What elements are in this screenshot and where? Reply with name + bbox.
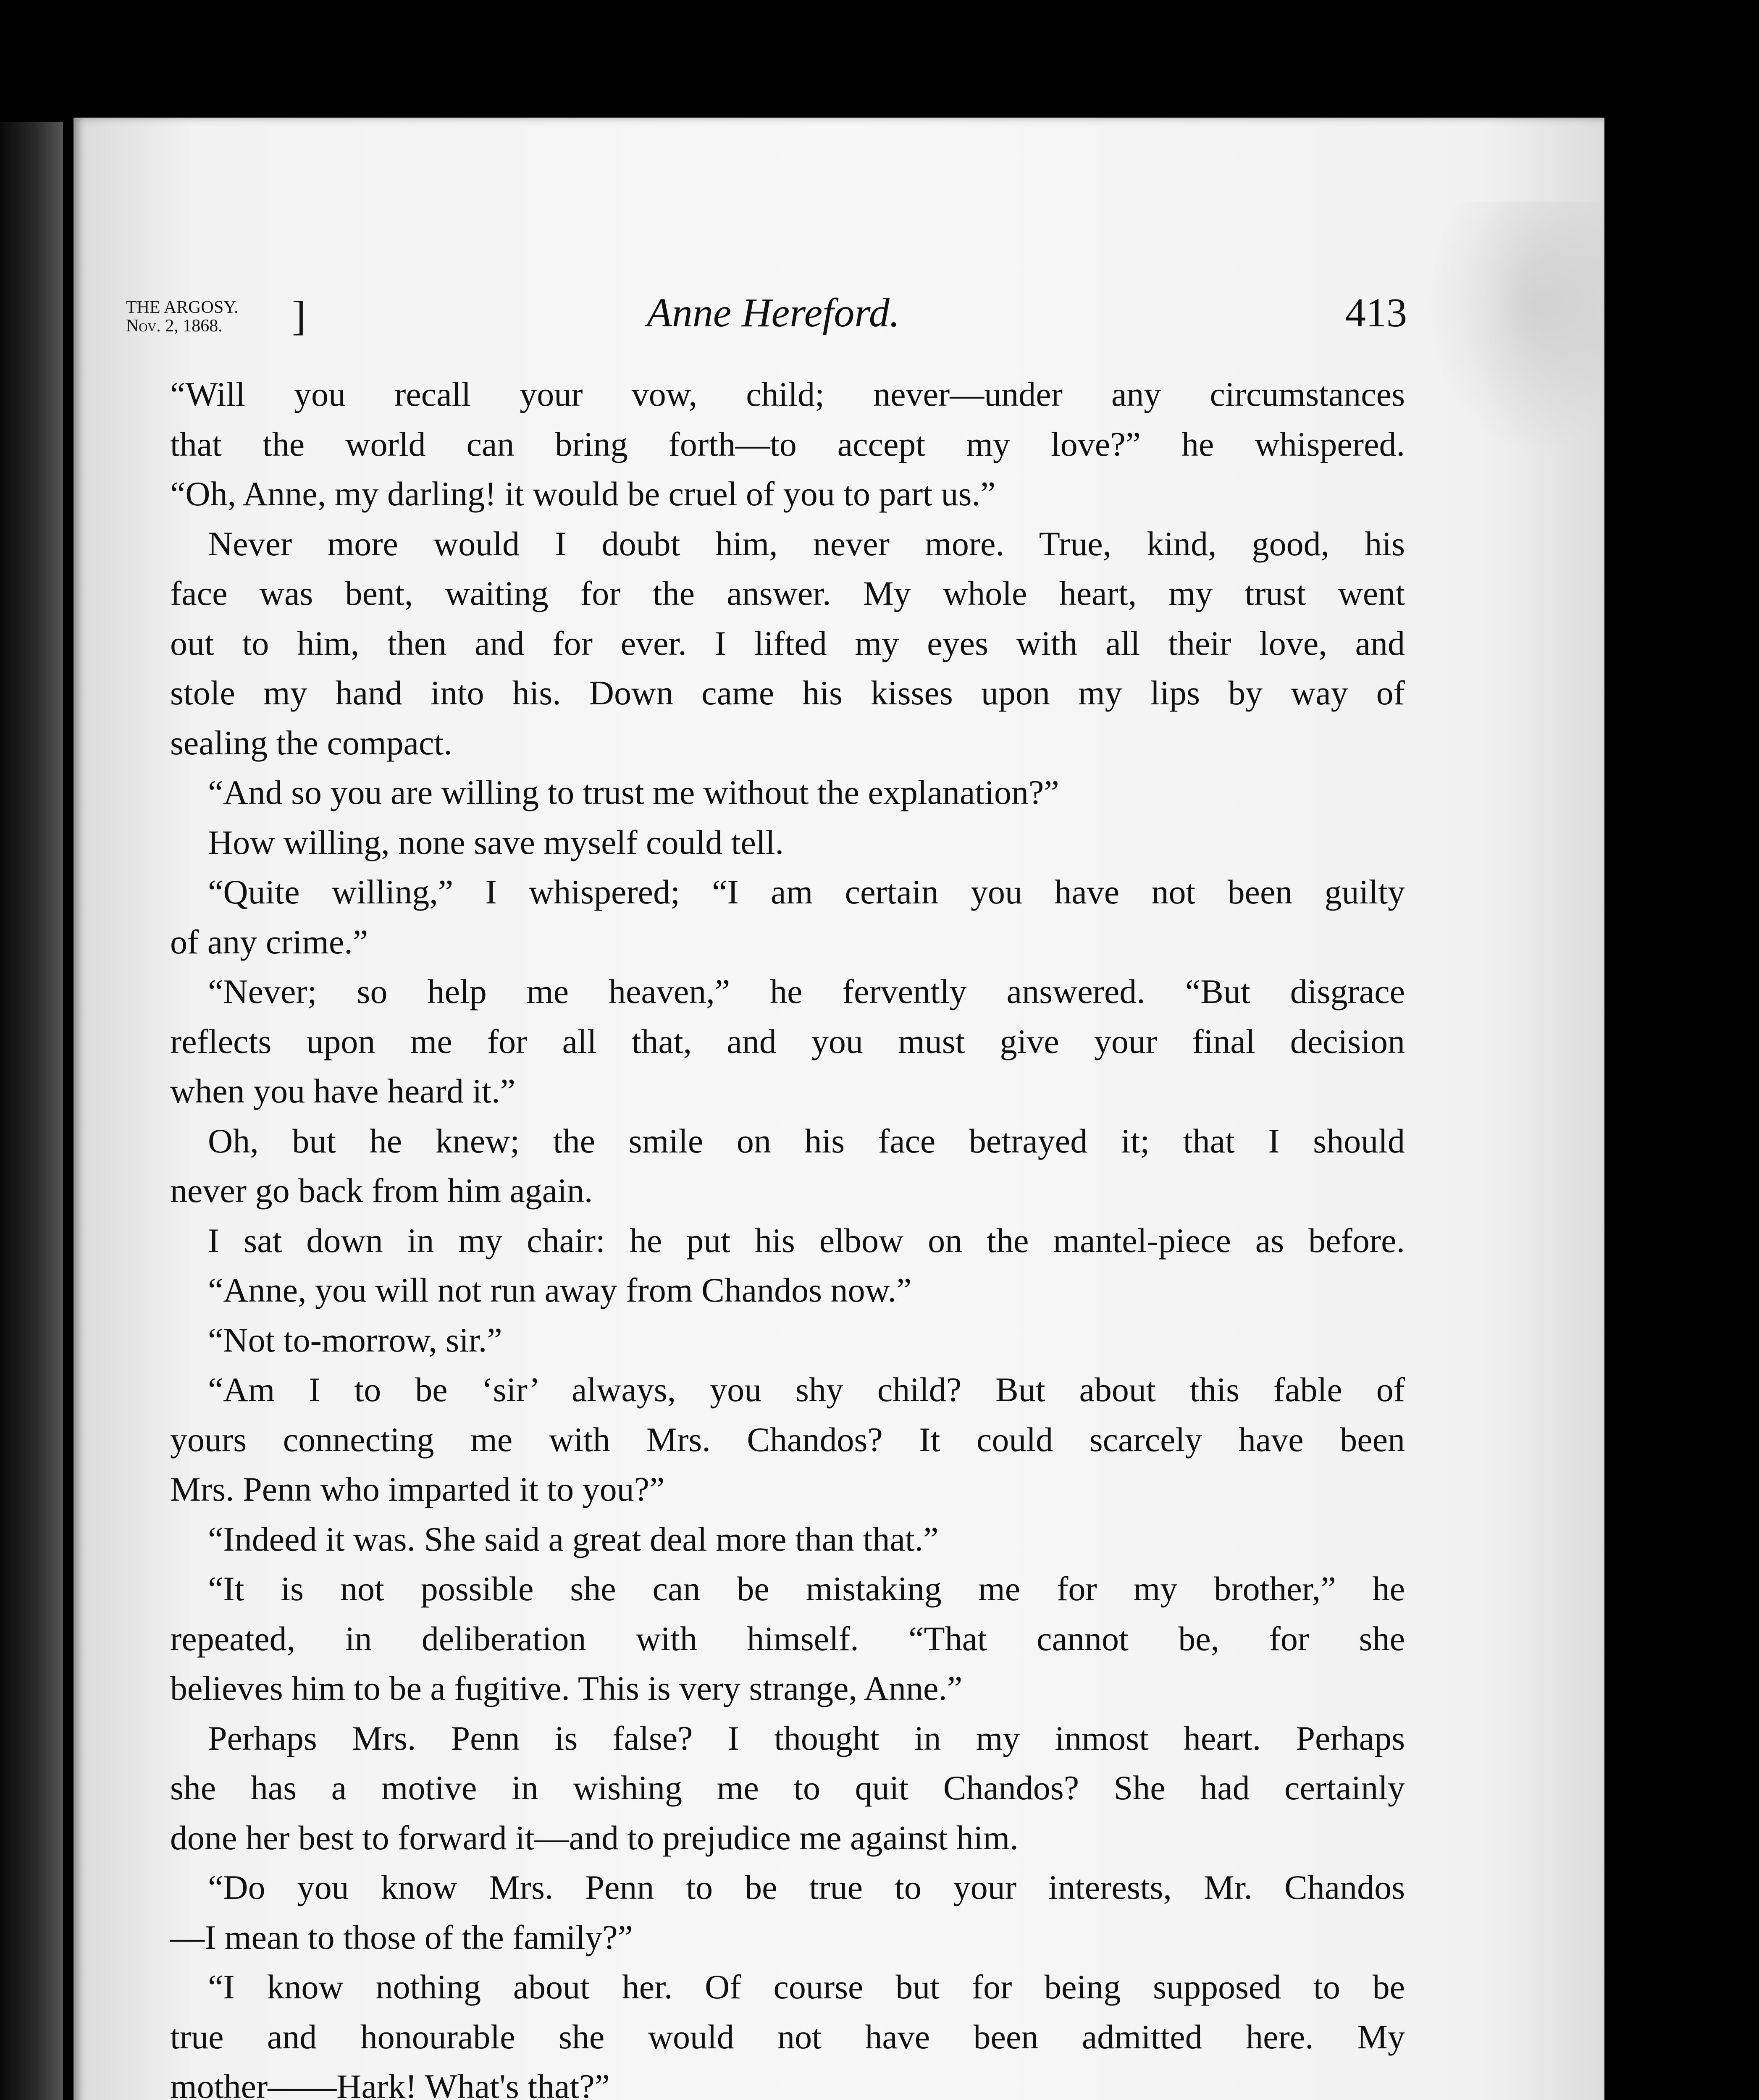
text-line: stole my hand into his. Down came his kisses upon my lips by way of xyxy=(170,674,1405,712)
text-line: she has a motive in wishing me to quit Chandos? She had certainly xyxy=(170,1769,1405,1807)
text-line: of any crime.” xyxy=(170,922,368,961)
text-line: “Indeed it was. She said a great deal more than that.” xyxy=(208,1520,939,1558)
page-number: 413 xyxy=(1345,290,1407,336)
text-line: “I know nothing about her. Of course but for being supposed to be xyxy=(208,1968,1405,2006)
text-line: done her best to forward it—and to prejudice me against him. xyxy=(170,1818,1019,1857)
text-line: reflects upon me for all that, and you must give your final decision xyxy=(170,1022,1405,1060)
left-page-edge xyxy=(0,122,63,2100)
text-line: mother——Hark! What's that?” xyxy=(170,2067,610,2100)
text-line: “It is not possible she can be mistaking me for my brother,” he xyxy=(208,1570,1405,1608)
text-line: “And so you are willing to trust me without the explanation?” xyxy=(208,773,1059,811)
text-line: “Anne, you will not run away from Chandos now.” xyxy=(208,1271,912,1309)
text-line: Perhaps Mrs. Penn is false? I thought in my inmost heart. Perhaps xyxy=(208,1719,1405,1757)
source-label xyxy=(126,298,239,335)
text-line: “Not to-morrow, sir.” xyxy=(208,1320,502,1359)
source-bracket: ] xyxy=(292,292,306,339)
text-line: How willing, none save myself could tell. xyxy=(208,823,784,861)
running-head xyxy=(126,290,1407,353)
body-text xyxy=(170,370,1405,2100)
page-title: Anne Hereford. xyxy=(647,290,900,336)
text-line: never go back from him again. xyxy=(170,1171,593,1210)
text-line: out to him, then and for ever. I lifted my eyes with all their love, and xyxy=(170,624,1405,662)
text-line: when you have heard it.” xyxy=(170,1072,515,1110)
text-line: sealing the compact. xyxy=(170,723,452,762)
text-line: that the world can bring forth—to accept my love?” he whispered. xyxy=(170,425,1405,463)
text-line: “Oh, Anne, my darling! it would be cruel of you to part us.” xyxy=(170,475,996,513)
text-line: Oh, but he knew; the smile on his face betrayed it; that I should xyxy=(208,1121,1405,1160)
text-line: repeated, in deliberation with himself. “That cannot be, for she xyxy=(170,1619,1405,1658)
text-line: “Quite willing,” I whispered; “I am certain you have not been guilty xyxy=(208,873,1405,911)
text-line: face was bent, waiting for the answer. My whole heart, my trust went xyxy=(170,574,1405,612)
text-line: yours connecting me with Mrs. Chandos? It could scarcely have been xyxy=(170,1420,1405,1459)
text-line: believes him to be a fugitive. This is very strange, Anne.” xyxy=(170,1669,963,1707)
text-line: Never more would I doubt him, never more. True, kind, good, his xyxy=(208,524,1405,563)
source-label-line2: Nov. 2, 1868. xyxy=(126,316,223,336)
source-label-line1: THE ARGOSY. xyxy=(126,298,239,317)
text-line: “Will you recall your vow, child; never—under any circumstances xyxy=(170,375,1405,413)
text-line: “Do you know Mrs. Penn to be true to your interests, Mr. Chandos xyxy=(208,1868,1405,1906)
paper-stain xyxy=(1428,202,1604,454)
text-line: “Never; so help me heaven,” he fervently answered. “But disgrace xyxy=(208,972,1405,1011)
text-line: I sat down in my chair: he put his elbow on the mantel-piece as before. xyxy=(208,1221,1405,1260)
text-line: Mrs. Penn who imparted it to you?” xyxy=(170,1470,665,1508)
text-line: true and honourable she would not have been admitted here. My xyxy=(170,2017,1405,2056)
text-line: “Am I to be ‘sir’ always, you shy child? But about this fable of xyxy=(208,1370,1405,1409)
text-line: —I mean to those of the family?” xyxy=(170,1918,633,1956)
